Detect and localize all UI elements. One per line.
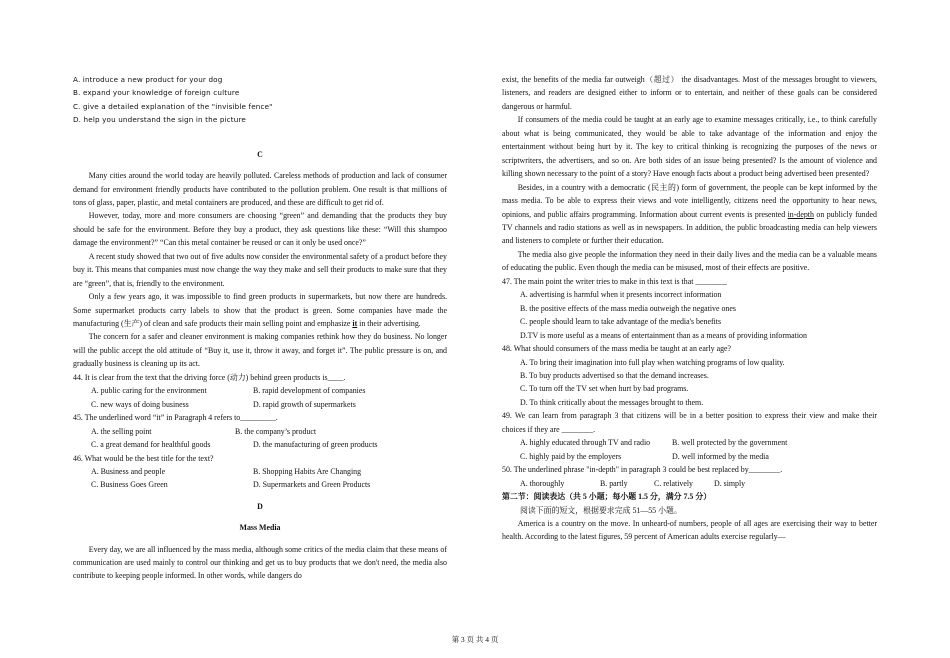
question-47: 47. The main point the writer tries to make in this text is that ________ [502, 276, 727, 286]
q44-option-d: D. rapid growth of supermarkets [253, 399, 356, 409]
paragraph-4-text-b: in their advertising. [357, 319, 421, 329]
question-45: 45. The underlined word “it” in Paragraph 4 refers to_________. [73, 413, 278, 423]
right-column [502, 73, 877, 544]
passage-d-paragraph-2: If consumers of the media could be taught at an early age to examine messages critically, i.e., to think carefully about what is being communicated, they would be able to take advantage of the information and enjoy the entertainment without being hurt by it. The key to critical thinking is recognizing the purposes of the news or scriptwriters, the advertisers, and so on. Are both sides of an issue being presented? Is the amount of violence and killing shown necessary to the point of a story? Have enough facts about a product being advertised been presented? [502, 115, 877, 179]
q50-option-b: B. partly [600, 478, 628, 488]
passage-d-paragraph-4: The media also give people the information they need in their daily lives and the media can be a valuable means of educating the public. Even though the media can be misused, most of their effects are positive. [502, 249, 877, 273]
paragraph-3-text-a: Besides, in a country with a democratic (民主的) form of government, the people can be kept informed by the mass media. To be able to express their views and vote intelligently, citizens need the opportunity to hear news, opinions, and public affairs programming. Information about current events is presented [502, 182, 877, 219]
q46-option-b: B. Shopping Habits Are Changing [253, 467, 362, 477]
q47-option-d: D.TV is more useful as a means of entertainment than as a means of providing information [520, 330, 807, 340]
q50-options-row [502, 477, 877, 490]
q50-option-d: D. simply [714, 478, 746, 488]
passage-d-title: Mass Media [239, 523, 281, 533]
q49-option-c: C. highly paid by the employers [520, 451, 622, 461]
q45-option-c: C. a great demand for healthful goods [91, 440, 211, 450]
section-c-heading: C [257, 149, 263, 159]
passage-c-paragraph-1: Many cities around the world today are heavily polluted. Careless methods of production and lack of consumer demand for environment friendly products have contributed to the pollution problem. One result is that millions of tons of glass, paper, plastic, and metal containers are produced, and these are difficult to get rid of. [73, 171, 447, 207]
prev-option-d: D. help you understand the sign in the picture [73, 115, 246, 125]
q44-options-row-2 [73, 398, 447, 411]
q48-option-c: C. To turn off the TV set when hurt by bad programs. [520, 384, 689, 394]
q45-options-row-2 [73, 438, 447, 451]
passage-e-paragraph-1: America is a country on the move. In unheard-of numbers, people of all ages are exercising their way to better health. According to the latest figures, 59 percent of American adults exercise regularly— [502, 518, 877, 542]
question-49 [502, 409, 877, 436]
q49-option-a: A. highly educated through TV and radio [520, 438, 651, 448]
question-48: 48. What should consumers of the mass media be taught at an early age? [502, 344, 732, 354]
q50-option-a: A. thoroughly [520, 478, 565, 488]
q50-option-c: C. relatively [654, 478, 694, 488]
passage-c-paragraph-2: However, today, more and more consumers are choosing “green” and demanding that the products they buy should be safe for the environment. Before they buy a product, they ask questions like these: “Will this shampoo damage the environment?” “Can this metal container be reused or can it only be used once?” [73, 211, 447, 248]
passage-d-paragraph-1: Every day, we are all influenced by the mass media, although some critics of the media claim that these means of communication are used mainly to control our thinking and get us to buy products that we don't need, the media also contribute to keeping people informed. In other words, while dangers do [73, 544, 447, 581]
q48-option-d: D. To think critically about the messages brought to them. [520, 397, 704, 407]
q45-option-b: B. the company’s product [235, 426, 317, 436]
section-2-instructions: 阅读下面的短文，根据要求完成 51—55 小题。 [520, 505, 682, 515]
section-d-heading: D [257, 501, 263, 511]
prev-option-b: B. expand your knowledge of foreign culture [73, 88, 240, 98]
passage-d-paragraph-1-continued: exist, the benefits of the media far outweigh（超过） the disadvantages. Most of the messages brought to viewers, listeners, and readers are designed either to inform or to entertain, and neither of these goals can be considered dangerous or harmful. [502, 75, 877, 111]
q46-option-c: C. Business Goes Green [91, 480, 168, 490]
q47-option-b: B. the positive effects of the mass media outweigh the negative ones [520, 303, 736, 313]
passage-d-paragraph-3 [502, 181, 877, 248]
q48-option-a: A. To bring their imagination into full play when watching programs of low quality. [520, 357, 785, 367]
paragraph-3-text-b: on publicly funded TV channels and radio stations as well as in newspapers. In addition, the public broadcasting media can help viewers and listeners to complete or further their education. [502, 209, 877, 246]
prev-option-a: A. introduce a new product for your dog [73, 75, 223, 84]
q46-options-row-2 [73, 478, 447, 491]
q44-option-a: A. public caring for the environment [91, 386, 207, 396]
q44-option-c: C. new ways of doing business [91, 399, 189, 409]
q49-option-b: B. well protected by the government [672, 438, 788, 448]
q46-options-row-1 [73, 465, 447, 478]
page-footer: 第 3 页 共 4 页 [451, 635, 499, 644]
q45-options-row-1 [73, 425, 447, 438]
q49-text: 49. We can learn from paragraph 3 that citizens will be in a better position to express their view and make their choices if they are ________. [502, 411, 877, 434]
question-46: 46. What would be the best title for the text? [73, 453, 214, 463]
passage-c-paragraph-3: A recent study showed that two out of five adults now consider the environmental safety of a product before they buy it. This means that companies must now change the way they make and sell their products to make sure that they are “green”, that is, friendly to the environment. [73, 251, 447, 288]
q49-option-d: D. well informed by the media [672, 451, 769, 461]
question-44: 44. It is clear from the text that the driving force (动力) behind green products is____. [73, 372, 346, 382]
paragraph-4-text-a: Only a few years ago, it was impossible to find green products in supermarkets, but now there are hundreds. Some supermarket products carry labels to show that the product is green. Some companies have made the manufacturing (生产) of clean and safe products their main selling point and emphasize [73, 292, 447, 329]
question-50: 50. The underlined phrase "in-depth" in paragraph 3 could be best replaced by________. [502, 465, 783, 475]
q49-options-row-2 [502, 450, 877, 463]
q47-option-c: C. people should learn to take advantage of the media's benefits [520, 317, 722, 327]
section-2-heading: 第二节：阅读表达（共 5 小题；每小题 1.5 分，满分 7.5 分） [502, 492, 712, 502]
q46-option-d: D. Supermarkets and Green Products [253, 480, 371, 490]
left-column [73, 73, 447, 583]
q45-option-a: A. the selling point [91, 426, 152, 436]
passage-c-paragraph-4 [73, 290, 447, 330]
q46-option-a: A. Business and people [91, 467, 166, 477]
prev-question-options [73, 73, 447, 127]
q45-option-d: D. the manufacturing of green products [253, 440, 378, 450]
q49-options-row-1 [502, 436, 877, 449]
q44-option-b: B. rapid development of companies [253, 386, 366, 396]
underlined-in-depth: in-depth [787, 209, 814, 219]
underlined-it: it [352, 319, 358, 329]
q44-options-row-1 [73, 384, 447, 397]
prev-option-c: C. give a detailed explanation of the "invisible fence" [73, 101, 273, 111]
q47-option-a: A. advertising is harmful when it presents incorrect information [520, 290, 722, 300]
q48-option-b: B. To buy products advertised so that the demand increases. [520, 370, 709, 380]
passage-c-paragraph-5: The concern for a safer and cleaner environment is making companies rethink how they do business. No longer will the public accept the old attitude of “Buy it, use it, throw it away, and forget it”. The public pressure is on, and gradually business is cleaning up its act. [73, 332, 447, 369]
